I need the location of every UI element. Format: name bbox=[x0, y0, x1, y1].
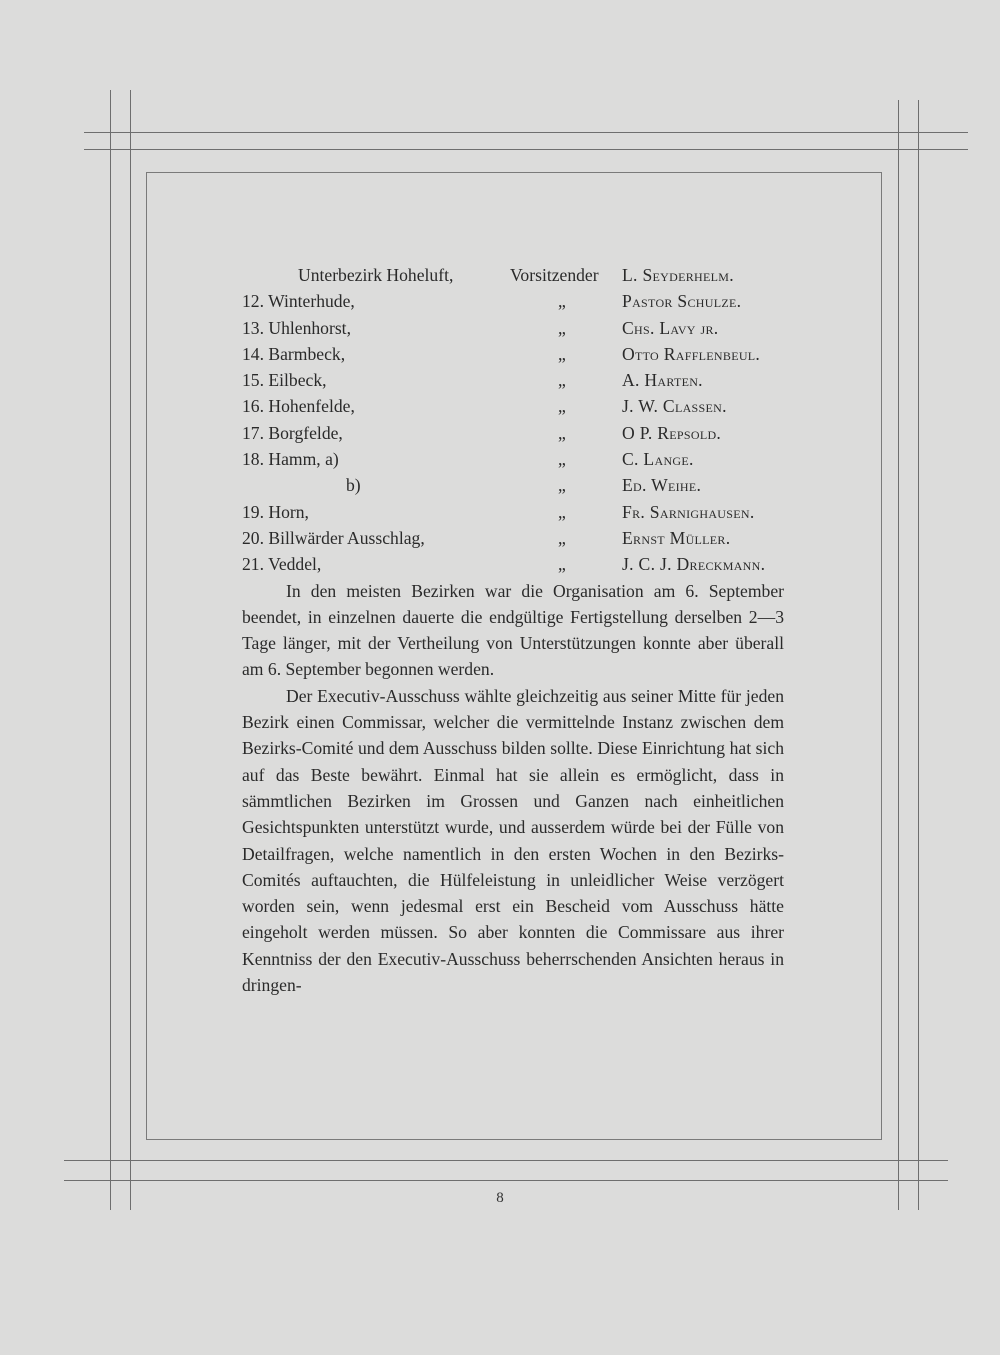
district-label: Unterbezirk Hoheluft, bbox=[298, 265, 454, 285]
district-listing bbox=[242, 262, 784, 578]
chair-name: Chs. Lavy jr. bbox=[622, 317, 719, 338]
district-label: b) bbox=[346, 475, 361, 496]
page-number: 8 bbox=[496, 1190, 504, 1206]
district-label: 12. Winterhude, bbox=[242, 291, 355, 312]
chair-name: Otto Rafflenbeul. bbox=[622, 343, 761, 364]
chair-name: A. Harten. bbox=[622, 370, 703, 391]
listing-row bbox=[242, 525, 784, 551]
listing-row bbox=[242, 446, 784, 472]
listing-row bbox=[242, 393, 784, 419]
chair-name: L. Seyderhelm. bbox=[622, 265, 734, 285]
chair-name: J. C. J. Dreckmann. bbox=[622, 554, 766, 575]
chair-name: Ed. Weihe. bbox=[622, 475, 702, 496]
district-label: 15. Eilbeck, bbox=[242, 370, 327, 391]
ditto-mark: „ bbox=[558, 422, 566, 443]
paragraph: Der Executiv-Ausschuss wählte gleichzeitig aus seiner Mitte für jeden Bezirk einen Commissar, welcher die vermittelnde Instanz zwischen dem Bezirks-Comité und dem Ausschuss bilden sollte. Diese Einrichtung hat sich auf das Beste bewährt. Einmal hat sie allein es ermöglicht, dass in sämmtlichen Bezirken im Grossen und Ganzen nach einheitlichen Gesichtspunkten unterstützt wurde, und ausserdem würde bei der Fülle von Detailfragen, welche namentlich in den ersten Wochen in den Bezirks-Comités auftauchten, die Hülfeleistung in unleidlicher Weise verzögert worden sein, wenn jedesmal erst ein Bescheid vom Ausschuss hätte eingeholt werden müssen. So aber konnten die Commissare aus ihrer Kenntniss der den Executiv-Ausschuss beherrschenden Ansichten heraus in dringen- bbox=[242, 685, 784, 996]
listing-row bbox=[242, 288, 784, 314]
top-rule-2 bbox=[84, 149, 968, 150]
text-block bbox=[242, 262, 784, 998]
right-rule-1 bbox=[898, 100, 899, 1210]
district-label: 17. Borgfelde, bbox=[242, 422, 343, 443]
top-rule-1 bbox=[84, 132, 968, 133]
left-rule-1 bbox=[110, 90, 111, 1210]
listing-row bbox=[242, 341, 784, 367]
chair-title: Vorsitzender bbox=[510, 265, 599, 285]
ditto-mark: „ bbox=[558, 554, 566, 575]
chair-name: Pastor Schulze. bbox=[622, 291, 742, 312]
chair-name: O P. Repsold. bbox=[622, 422, 722, 443]
listing-row bbox=[242, 551, 784, 577]
listing-row bbox=[242, 367, 784, 393]
ditto-mark: „ bbox=[558, 317, 566, 338]
ditto-mark: „ bbox=[558, 396, 566, 417]
paragraph: In den meisten Bezirken war die Organisation am 6. September beendet, in einzelnen dauerte die endgültige Fertigstellung derselben 2—3 Tage länger, mit der Vertheilung von Unterstützungen konnte aber überall am 6. September begonnen werden. bbox=[242, 580, 784, 680]
listing-row bbox=[242, 420, 784, 446]
left-rule-2 bbox=[130, 90, 131, 1210]
ditto-mark: „ bbox=[558, 449, 566, 470]
listing-row bbox=[242, 472, 784, 498]
district-label: 16. Hohenfelde, bbox=[242, 396, 355, 417]
district-label: 21. Veddel, bbox=[242, 554, 322, 575]
ditto-mark: „ bbox=[558, 291, 566, 312]
ditto-mark: „ bbox=[558, 527, 566, 548]
district-label: 18. Hamm, a) bbox=[242, 449, 339, 470]
listing-row bbox=[242, 262, 784, 288]
listing-row bbox=[242, 315, 784, 341]
district-label: 19. Horn, bbox=[242, 501, 309, 522]
chair-name: Fr. Sarnighausen. bbox=[622, 501, 755, 522]
ditto-mark: „ bbox=[558, 343, 566, 364]
district-label: 14. Barmbeck, bbox=[242, 343, 346, 364]
ditto-mark: „ bbox=[558, 475, 566, 496]
district-label: 13. Uhlenhorst, bbox=[242, 317, 351, 338]
chair-name: J. W. Classen. bbox=[622, 396, 727, 417]
right-rule-2 bbox=[918, 100, 919, 1210]
chair-name: Ernst Müller. bbox=[622, 527, 731, 548]
bottom-rule-1 bbox=[64, 1160, 948, 1161]
ditto-mark: „ bbox=[558, 370, 566, 391]
bottom-rule-2 bbox=[64, 1180, 948, 1181]
ditto-mark: „ bbox=[558, 501, 566, 522]
chair-name: C. Lange. bbox=[622, 449, 694, 470]
listing-row bbox=[242, 499, 784, 525]
district-label: 20. Billwärder Ausschlag, bbox=[242, 527, 425, 548]
